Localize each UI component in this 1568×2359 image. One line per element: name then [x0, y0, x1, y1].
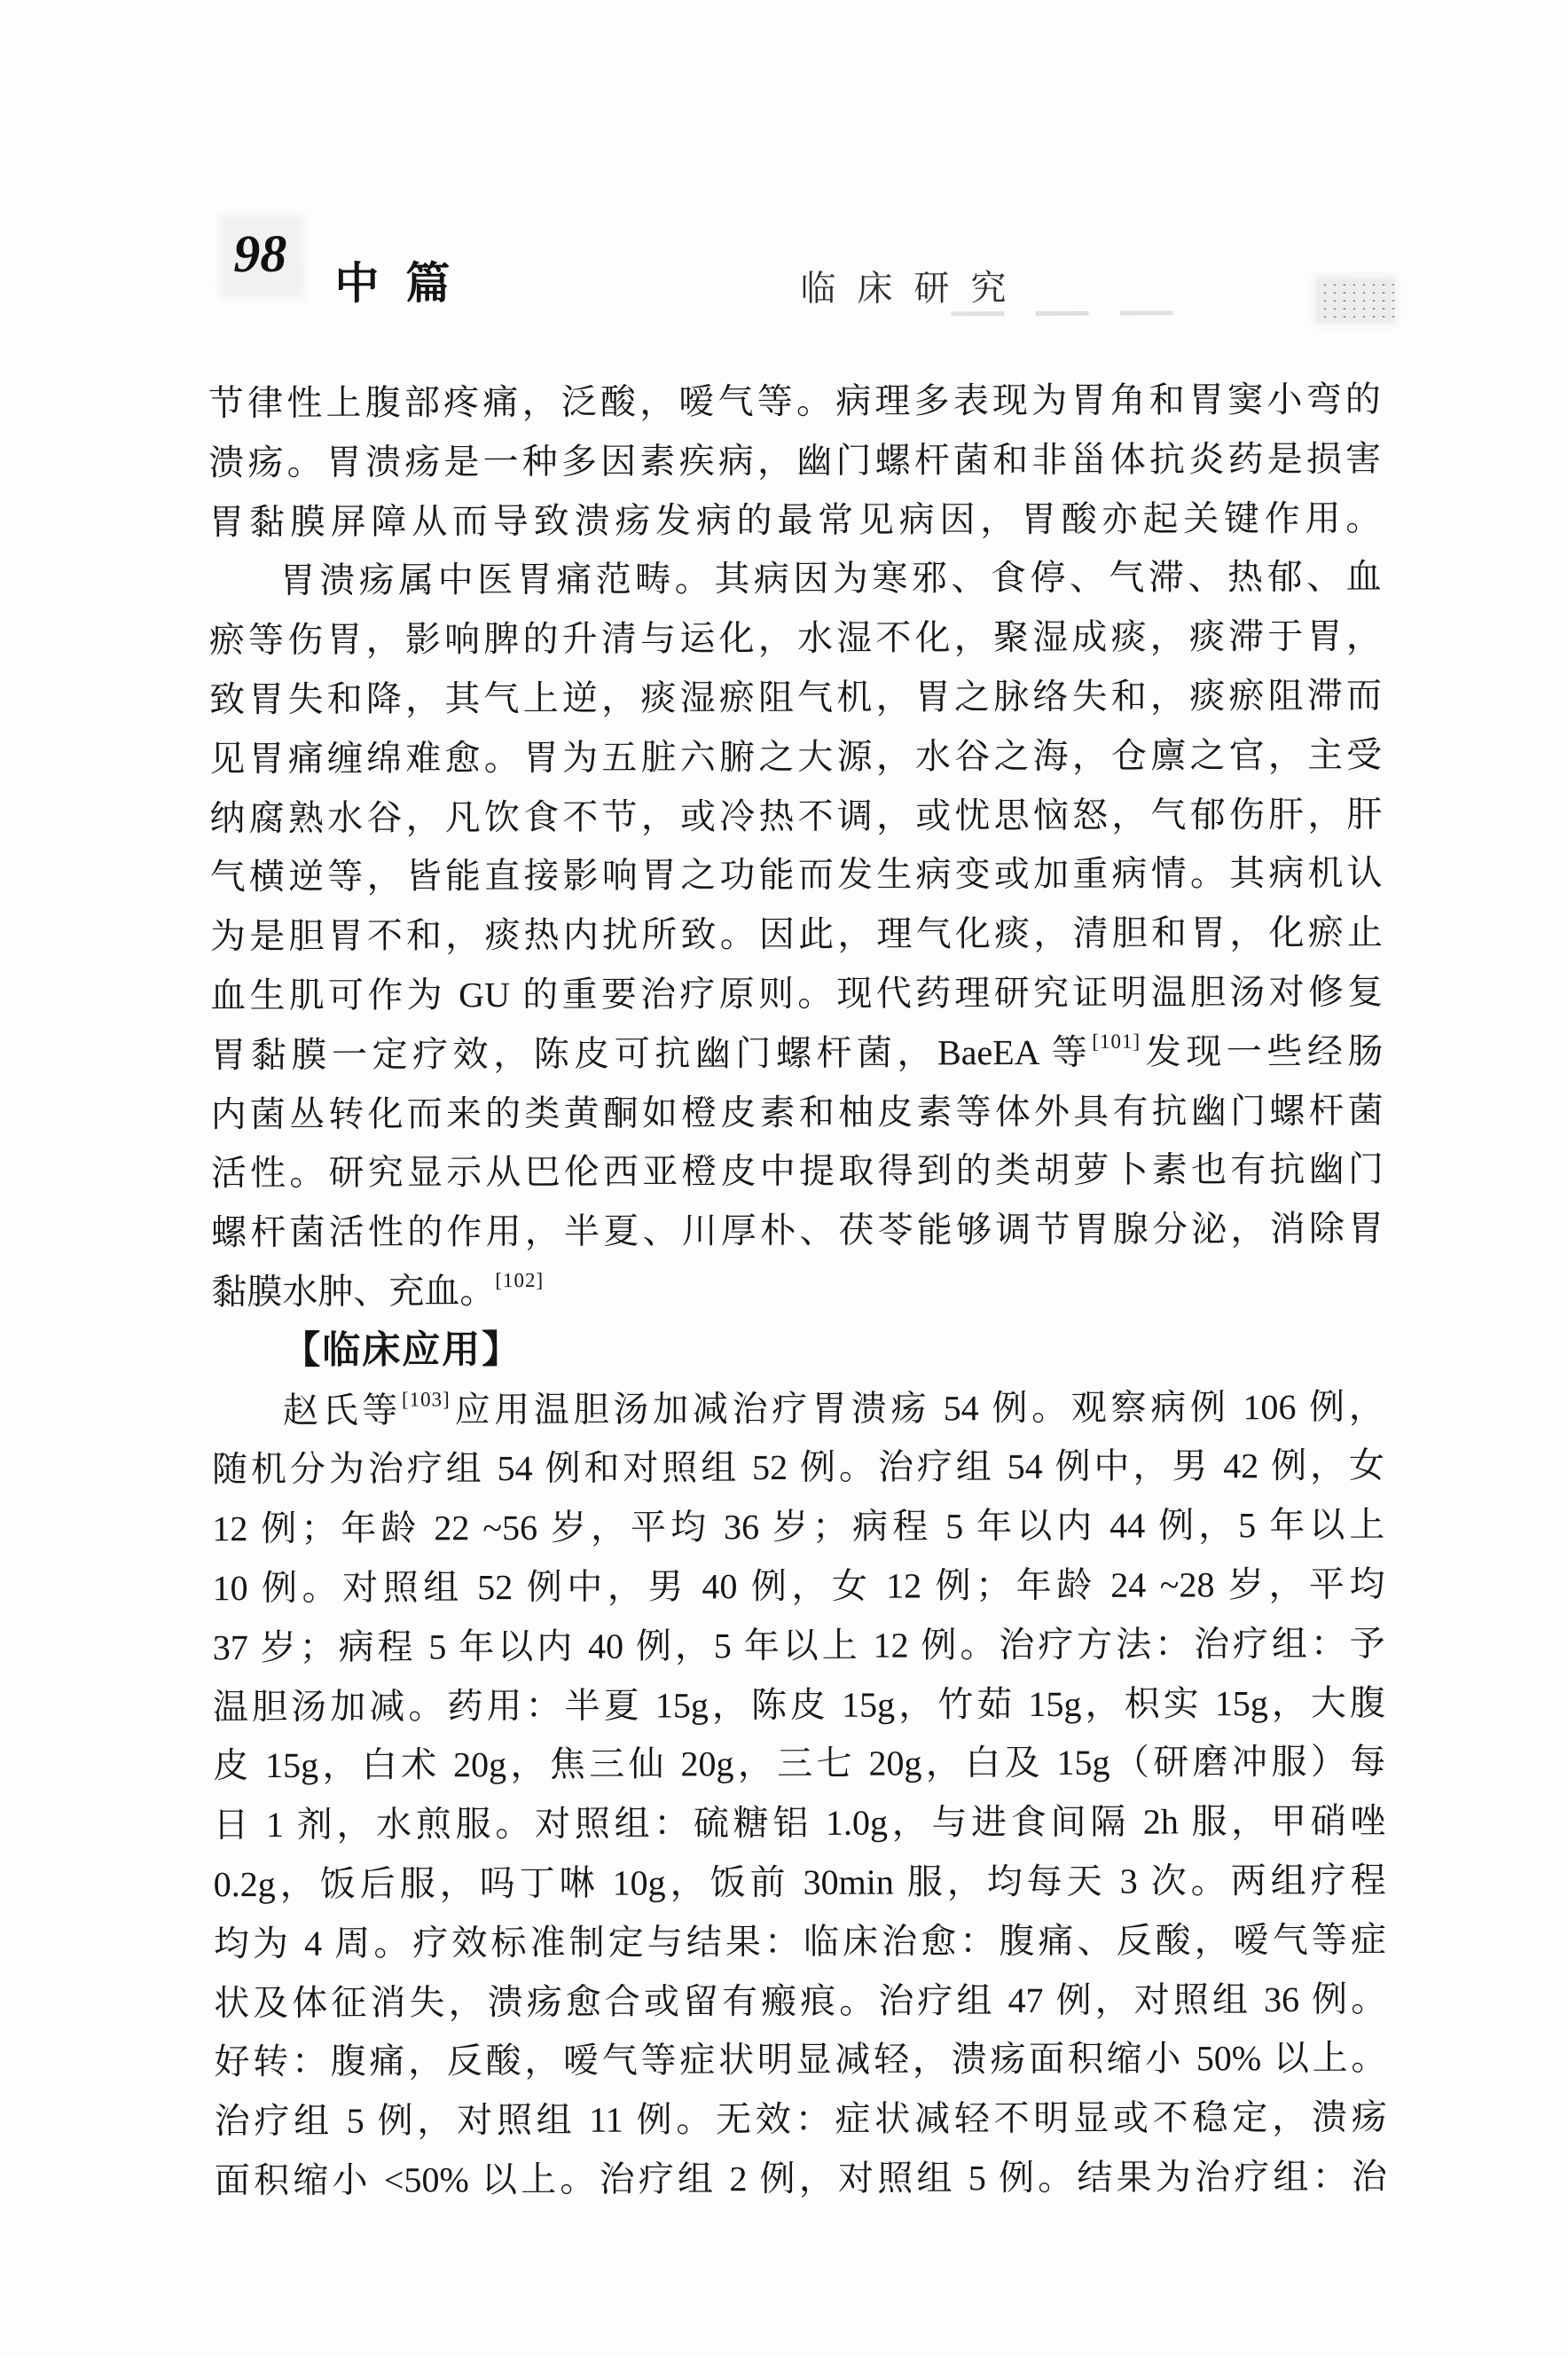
running-title: 临床研究	[800, 268, 1028, 309]
text-line: 见胃痛缠绵难愈。胃为五脏六腑之大源，水谷之海，仓廪之官，主受	[209, 734, 1383, 780]
text-line: 12 例；年龄 22 ~56 岁，平均 36 岁；病程 5 年以内 44 例，5 年以上	[212, 1504, 1385, 1549]
text-line: 均为 4 周。疗效标准制定与结果：临床治愈：腹痛、反酸，嗳气等症	[213, 1919, 1387, 1963]
scan-smudge-corner	[1316, 278, 1394, 323]
text-line: 胃溃疡属中医胃痛范畴。其病因为寒邪、食停、气滞、热郁、血	[279, 557, 1382, 601]
section-label: 中篇	[334, 258, 477, 309]
text-line: 节律性上腹部疼痛，泛酸，嗳气等。病理多表现为胃角和胃窦小弯的	[208, 379, 1381, 424]
text-line: 黏膜水肿、充血。[102]	[211, 1268, 545, 1313]
text-line: 面积缩小 <50% 以上。治疗组 2 例，对照组 5 例。结果为治疗组：治	[214, 2156, 1387, 2201]
text-line: 纳腐熟水谷，凡饮食不节，或冷热不调，或忧思恼怒，气郁伤肝，肝	[209, 794, 1383, 838]
text-line: 温胆汤加减。药用：半夏 15g，陈皮 15g，竹茹 15g，枳实 15g，大腹	[212, 1682, 1386, 1727]
text-line: 37 岁；病程 5 年以内 40 例，5 年以上 12 例。治疗方法：治疗组：予	[212, 1623, 1385, 1667]
citation-ref: [103]	[401, 1387, 451, 1411]
text-line: 0.2g，饭后服，吗丁啉 10g，饭前 30min 服，均每天 3 次。两组疗程	[213, 1860, 1386, 1905]
citation-ref: [102]	[495, 1268, 545, 1292]
scan-smudge-rule	[952, 310, 1182, 316]
text-line: 状及体征消失，溃疡愈合或留有瘢痕。治疗组 47 例，对照组 36 例。	[214, 1979, 1387, 2023]
text-line: 瘀等伤胃，影响脾的升清与运化，水湿不化，聚湿成痰，痰滞于胃，	[208, 615, 1382, 661]
text-line: 活性。研究显示从巴伦西亚橙皮中提取得到的类胡萝卜素也有抗幽门	[210, 1149, 1384, 1194]
text-line: 为是胆胃不和，痰热内扰所致。因此，理气化痰，清胆和胃，化瘀止	[209, 912, 1384, 957]
body-text	[208, 371, 1387, 2211]
text-line: 皮 15g，白术 20g，焦三仙 20g，三七 20g，白及 15g（研磨冲服）每	[213, 1741, 1386, 1786]
text-line: 胃黏膜一定疗效，陈皮可抗幽门螺杆菌，BaeEA 等[101]发现一些经肠	[210, 1030, 1384, 1076]
text-line: 治疗组 5 例，对照组 11 例。无效：症状减轻不明显或不稳定，溃疡	[214, 2096, 1387, 2142]
text-line: 好转：腹痛，反酸，嗳气等症状明显减轻，溃疡面积缩小 50% 以上。	[214, 2037, 1387, 2082]
text-line: 内菌丛转化而来的类黄酮如橙皮素和柚皮素等体外具有抗幽门螺杆菌	[210, 1090, 1384, 1134]
text-line: 气横逆等，皆能直接影响胃之功能而发生病变或加重病情。其病机认	[209, 853, 1383, 897]
text-line: 血生肌可作为 GU 的重要治疗原则。现代药理研究证明温胆汤对修复	[210, 971, 1384, 1016]
text-line: 随机分为治疗组 54 例和对照组 52 例。治疗组 54 例中，男 42 例，女	[211, 1445, 1385, 1490]
text-line: 胃黏膜屏障从而导致溃疡发病的最常见病因，胃酸亦起关键作用。	[208, 498, 1382, 542]
text-line: 致胃失和降，其气上逆，痰湿瘀阻气机，胃之脉络失和，痰瘀阻滞而	[208, 675, 1383, 720]
text-line: 日 1 剂，水煎服。对照组：硫糖铝 1.0g，与进食间隔 2h 服，甲硝唑	[213, 1800, 1386, 1846]
text-line: 赵氏等[103]应用温胆汤加减治疗胃溃疡 54 例。观察病例 106 例，	[282, 1386, 1384, 1430]
section-heading: 【临床应用】	[282, 1328, 522, 1372]
text-line: 溃疡。胃溃疡是一种多因素疾病，幽门螺杆菌和非甾体抗炎药是损害	[208, 438, 1382, 483]
text-line: 螺杆菌活性的作用，半夏、川厚朴、茯苓能够调节胃腺分泌，消除胃	[211, 1208, 1384, 1253]
text-line: 10 例。对照组 52 例中，男 40 例，女 12 例；年龄 24 ~28 岁，平均	[212, 1564, 1385, 1609]
citation-ref: [101]	[1092, 1030, 1141, 1053]
page-number: 98	[224, 220, 299, 294]
